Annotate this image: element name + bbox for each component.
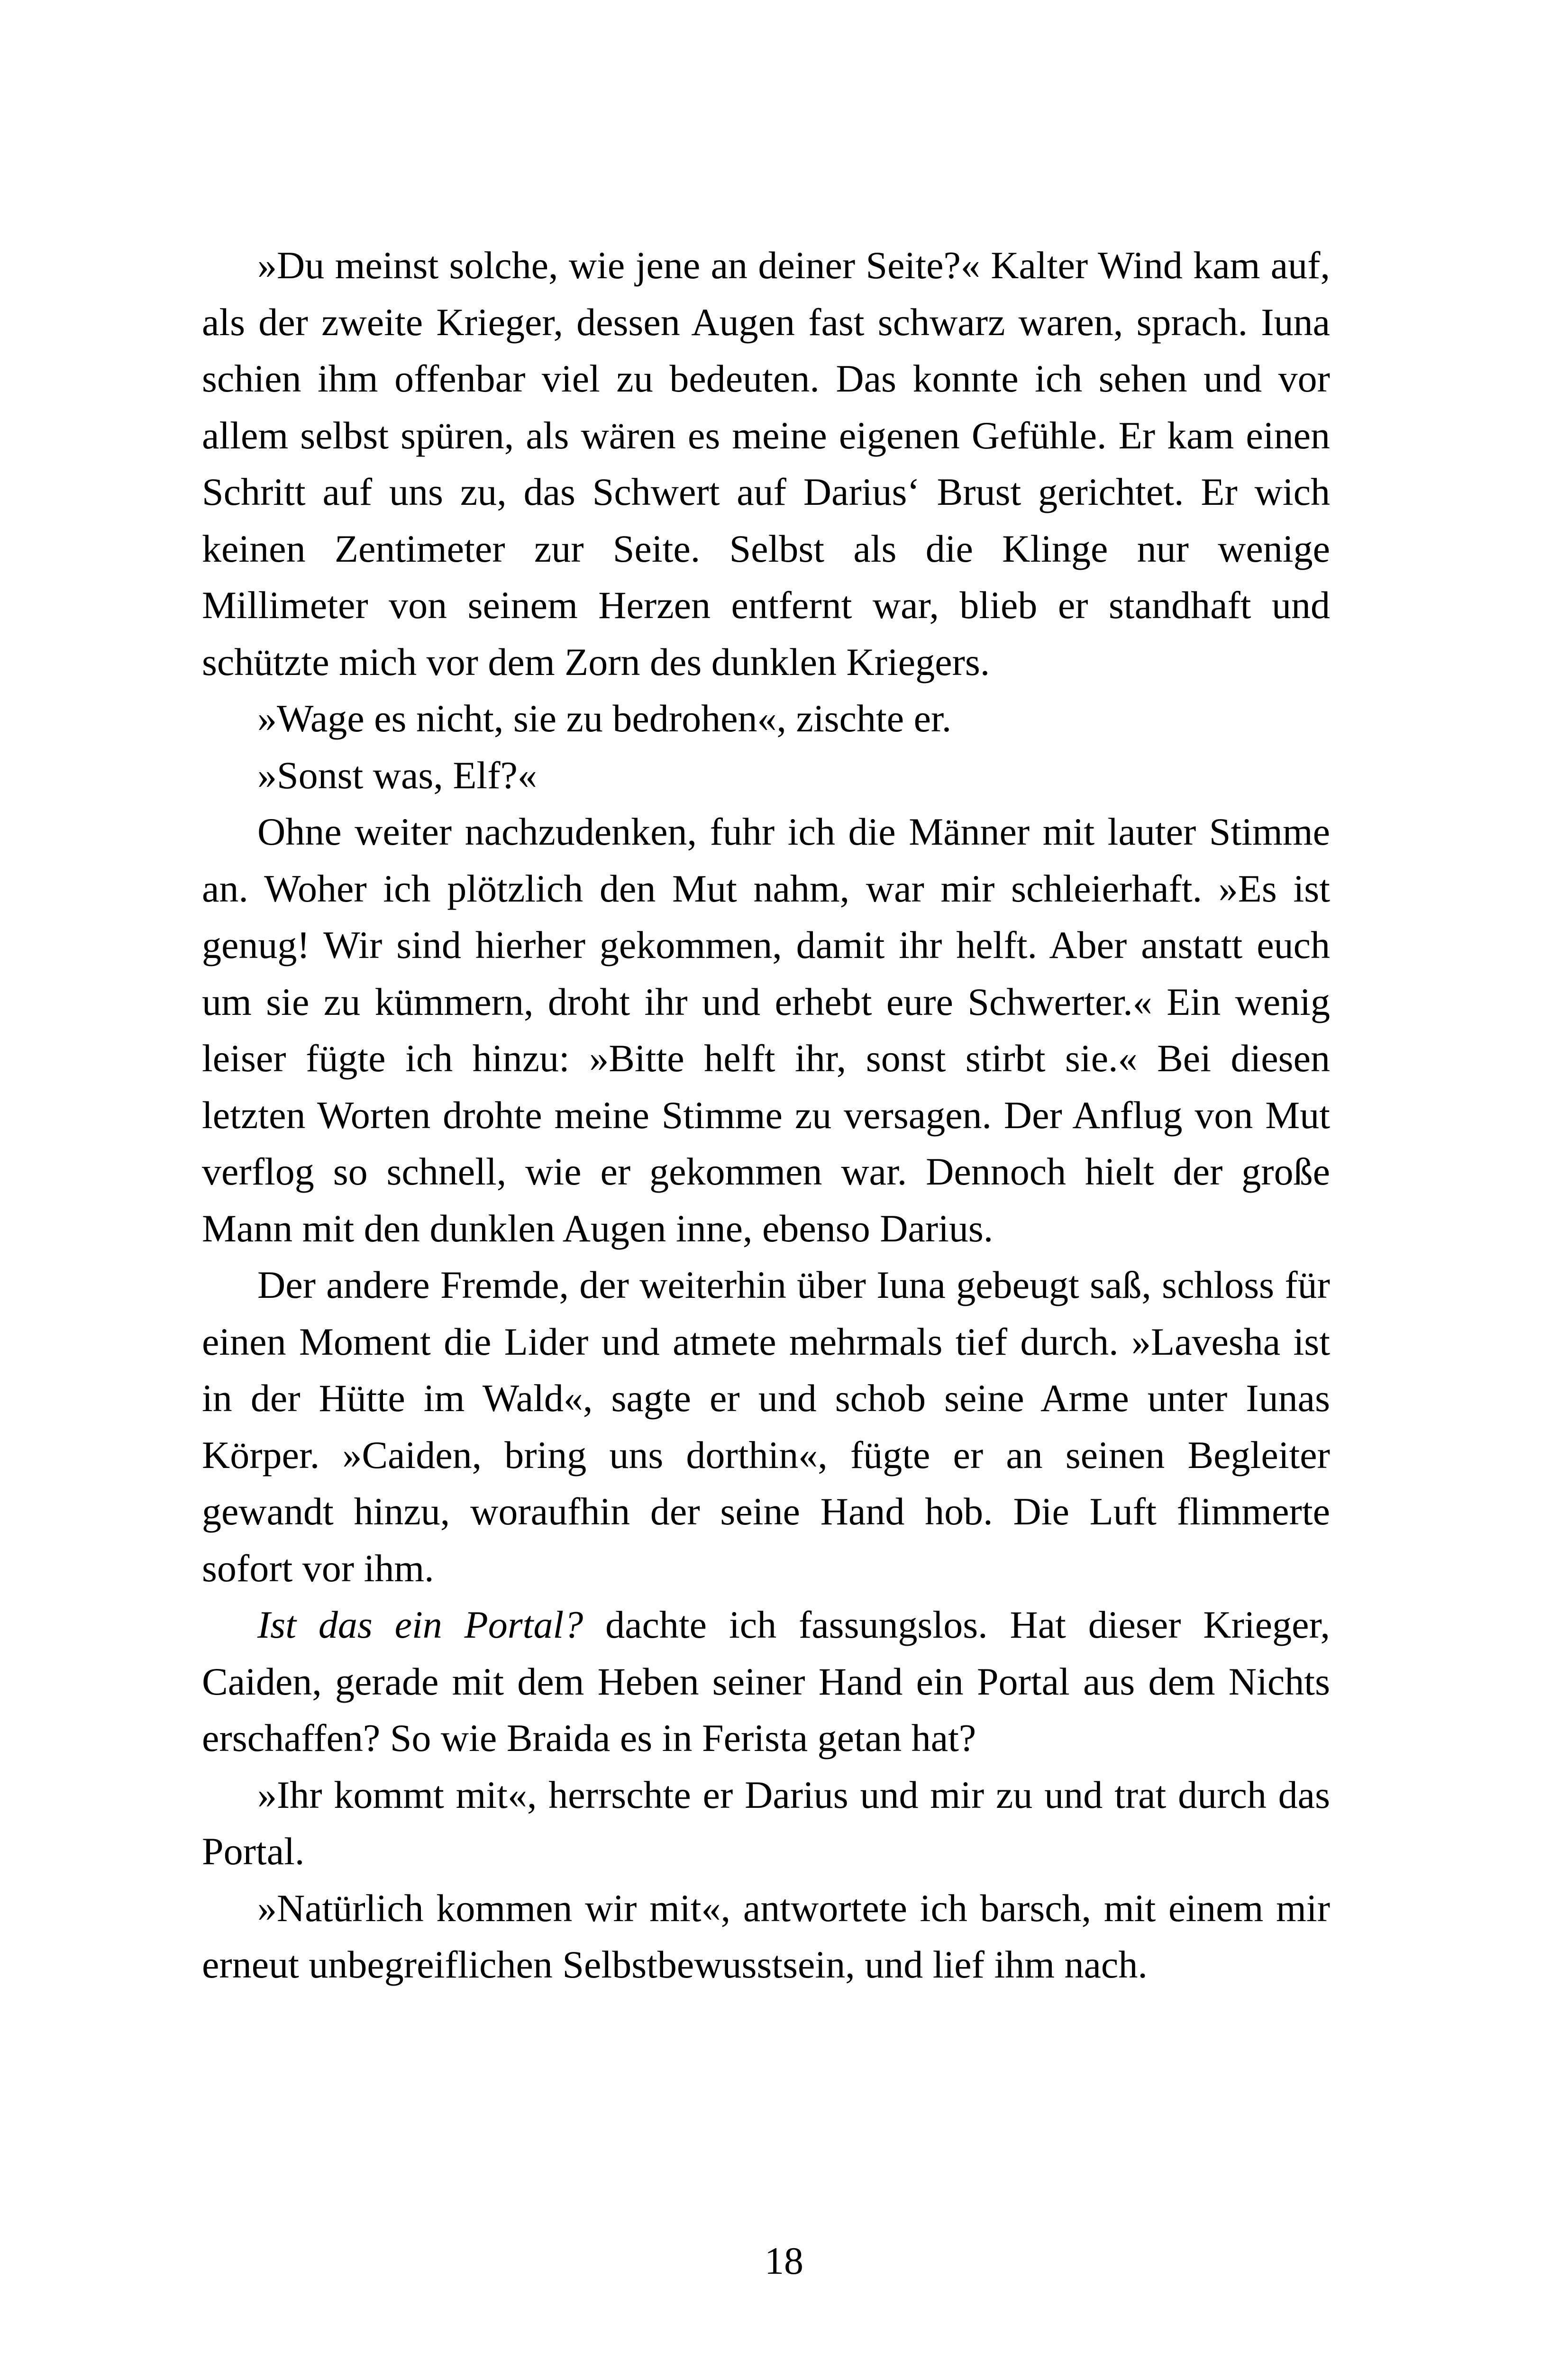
paragraph: »Sonst was, Elf?« xyxy=(257,753,537,797)
paragraph-text: dachte ich fassungslos. Hat dieser Krieger, Caiden, gerade mit dem Heben seiner Hand ein Portal aus dem Nichts erschaffen? So wie Braida es in Ferista getan hat? xyxy=(202,1603,1330,1759)
paragraph: »Du meinst solche, wie jene an deiner Seite?« Kalter Wind kam auf, als der zweite Krieger, dessen Augen fast schwarz waren, sprach. Iuna schien ihm offenbar viel zu bedeuten. Das konnte ich sehen und vor allem selbst spüren, als wären es meine eigenen Gefühle. Er kam einen Schritt auf uns zu, das Schwert auf Darius‘ Brust gerichtet. Er wich keinen Zentimeter zur Seite. Selbst als die Klinge nur wenige Millimeter von seinem Herzen entfernt war, blieb er standhaft und schützte mich vor dem Zorn des dunklen Kriegers. xyxy=(202,244,1330,684)
paragraph: »Natürlich kommen wir mit«, antwortete ich barsch, mit einem mir erneut unbegreiflichen Selbstbewusstsein, und lief ihm nach. xyxy=(202,1886,1330,1986)
paragraph: »Wage es nicht, sie zu bedrohen«, zischte er. xyxy=(257,697,952,740)
paragraph: »Ihr kommt mit«, herrschte er Darius und mir zu und trat durch das Portal. xyxy=(202,1773,1330,1873)
italic-thought: Ist das ein Portal? xyxy=(257,1603,583,1646)
page-number: 18 xyxy=(765,2239,803,2282)
paragraph: Ohne weiter nachzudenken, fuhr ich die Männer mit lauter Stimme an. Woher ich plötzlich den Mut nahm, war mir schleierhaft. »Es ist genug! Wir sind hierher gekommen, damit ihr helft. Aber anstatt euch um sie zu kümmern, droht ihr und erhebt eure Schwerter.« Ein wenig leiser fügte ich hinzu: »Bitte helft ihr, sonst stirbt sie.« Bei diesen letzten Worten drohte meine Stimme zu versagen. Der Anflug von Mut verflog so schnell, wie er gekommen war. Dennoch hielt der große Mann mit den dunklen Augen inne, ebenso Darius. xyxy=(202,810,1330,1250)
paragraph xyxy=(202,1596,1330,1767)
body-text xyxy=(202,237,1330,1993)
paragraph: Der andere Fremde, der weiterhin über Iuna gebeugt saß, schloss für einen Moment die Lider und atmete mehrmals tief durch. »Lavesha ist in der Hütte im Wald«, sagte er und schob seine Arme unter Iunas Körper. »Caiden, bring uns dorthin«, fügte er an seinen Begleiter gewandt hinzu, woraufhin der seine Hand hob. Die Luft flimmerte sofort vor ihm. xyxy=(202,1263,1330,1590)
